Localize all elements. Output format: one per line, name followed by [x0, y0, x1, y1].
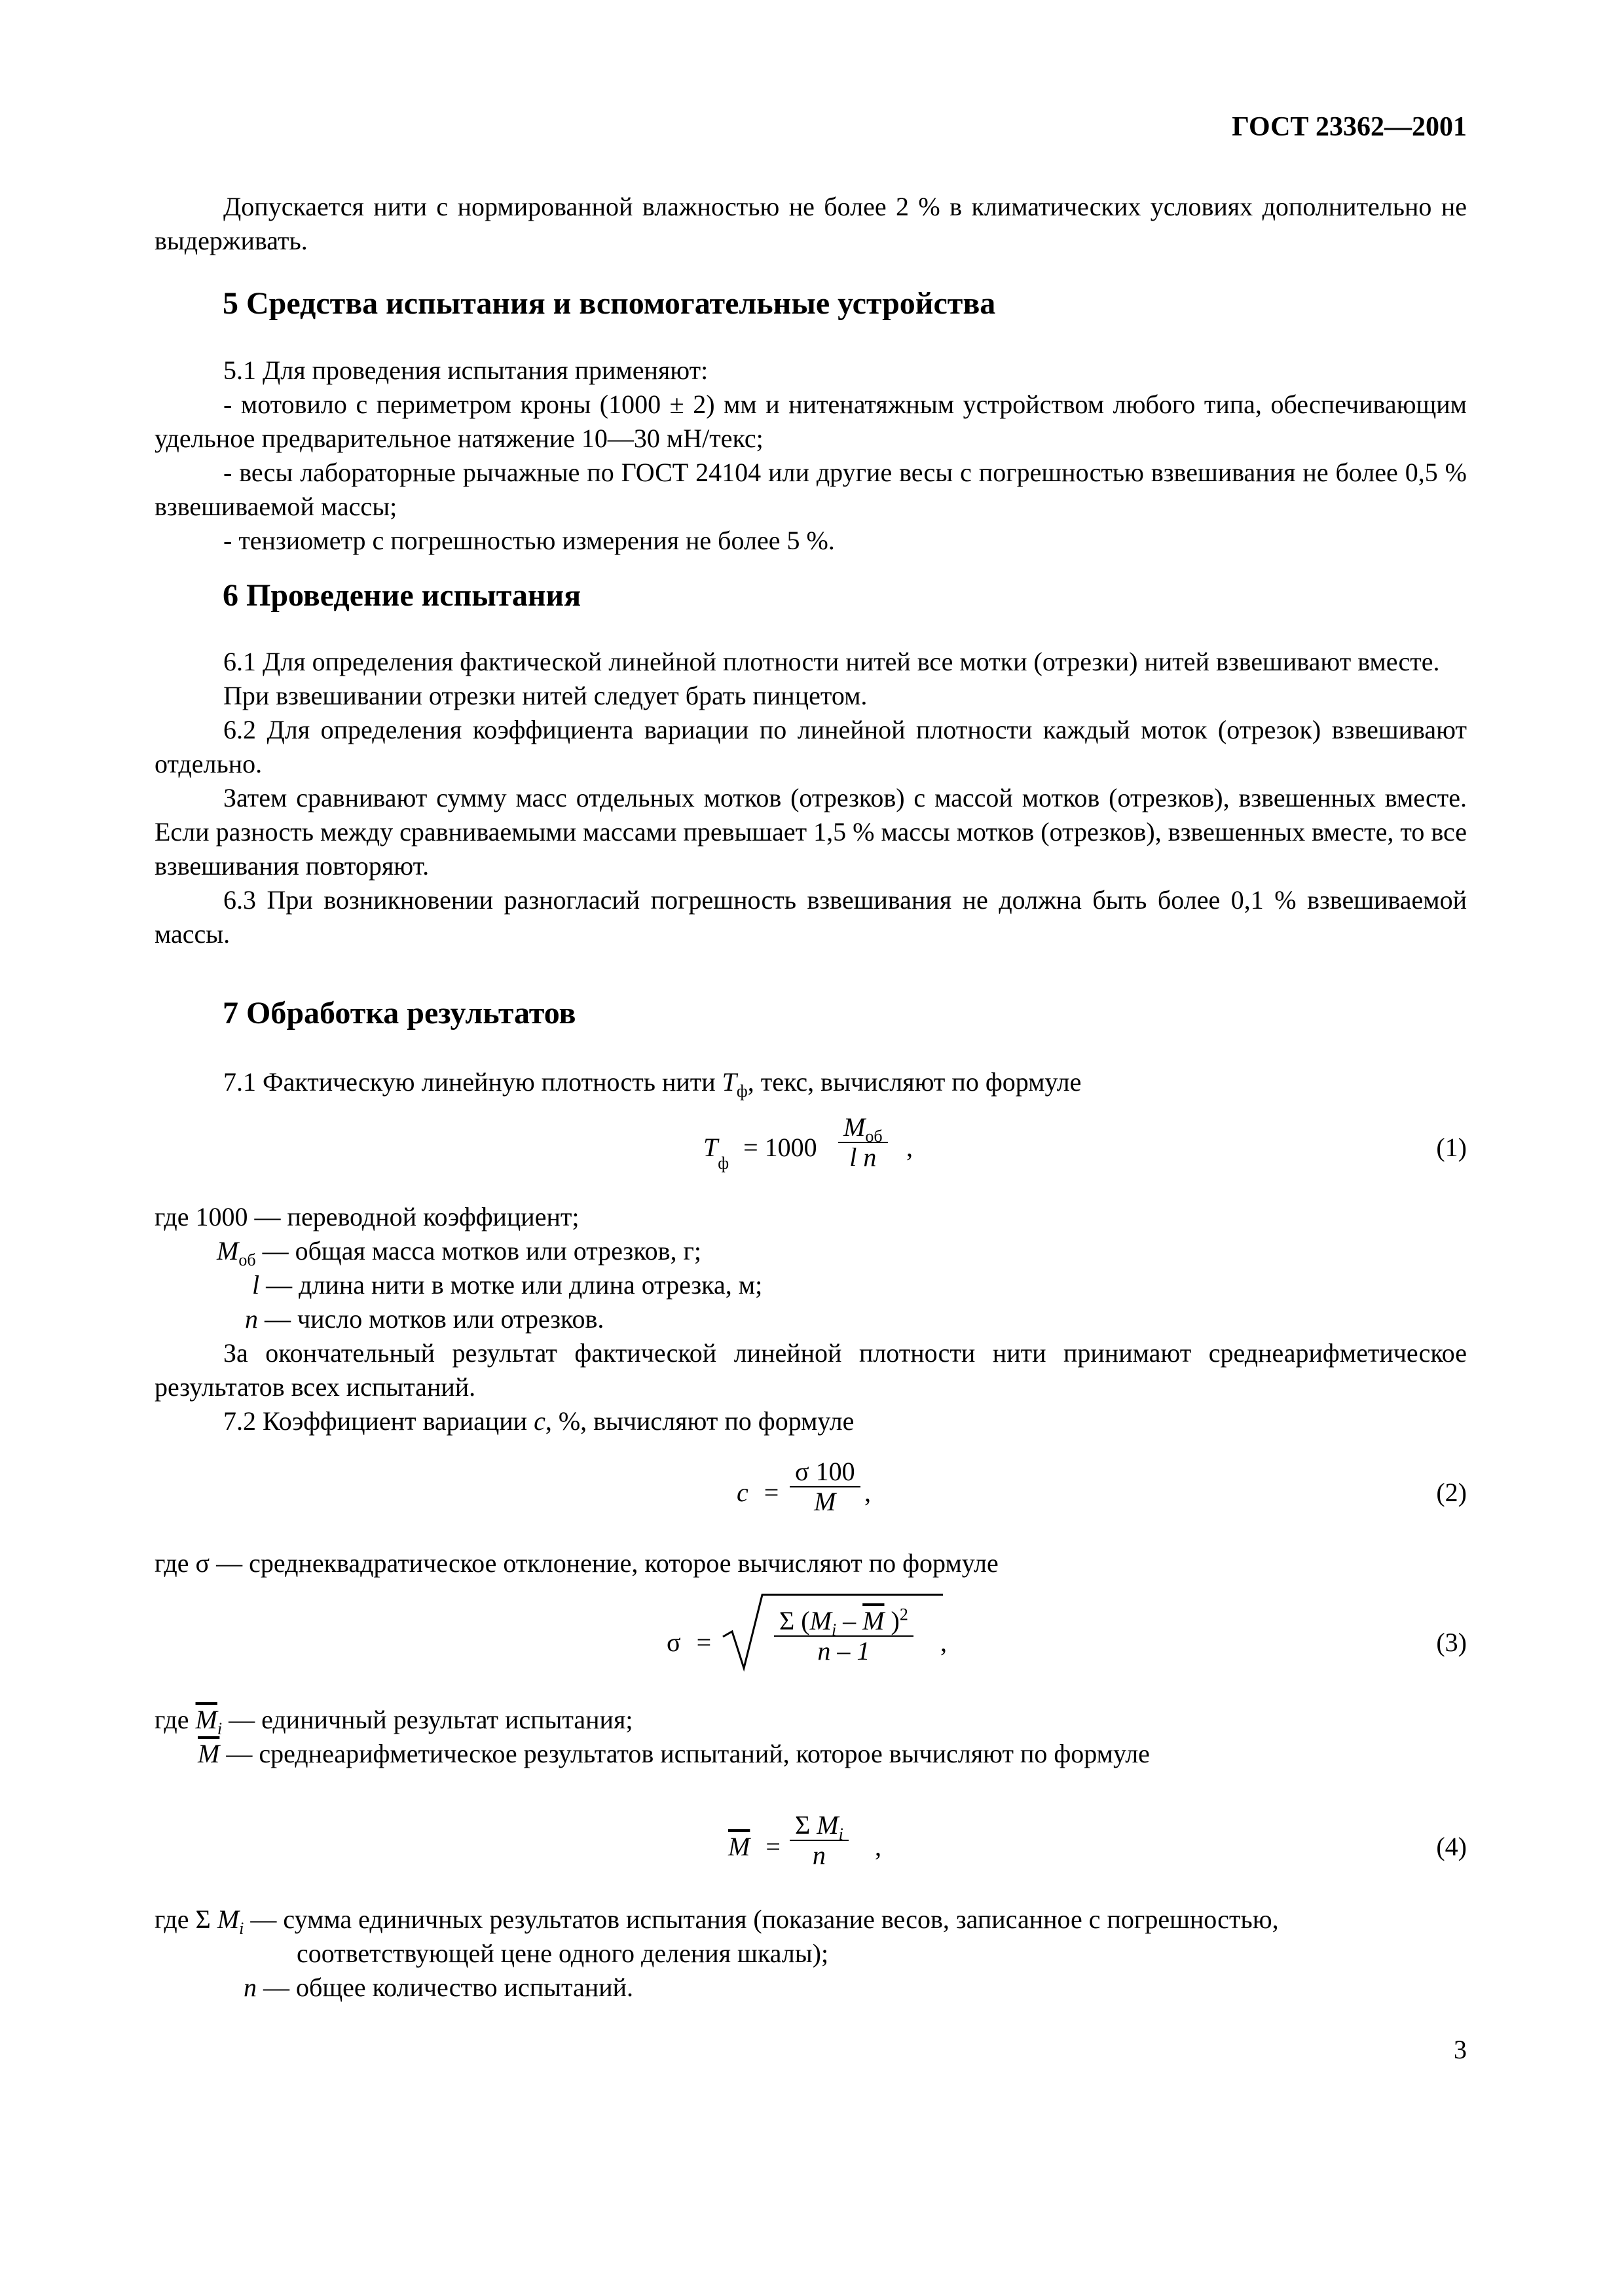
s6-p3: 6.2 Для определения коэффициента вариации по линейной плотности каждый моток (отрезок) взвешивают отдельно.	[155, 715, 1467, 778]
s6-p5: 6.3 При возникновении разногласий погрешность взвешивания не должна быть более 0,1 % взвешиваемой массы.	[155, 885, 1467, 949]
where3-text-0: — единичный результат испытания;	[222, 1705, 633, 1734]
eq3-sum-open: Σ (	[779, 1606, 810, 1635]
eq3-tail: ,	[940, 1628, 947, 1657]
eq1-numerator: M	[843, 1112, 866, 1142]
where4-text-0: — сумма единичных результатов испытания (показание весов, записанное с погрешностью,	[244, 1904, 1279, 1934]
where1-text-2: — длина нити в мотке или длина отрезка, м;	[259, 1270, 763, 1300]
eq1-denominator: l n	[849, 1142, 877, 1172]
s5-p3: - весы лабораторные рычажные по ГОСТ 24104 или другие весы с погрешностью взвешивания не более 0,5 % взвешиваемой массы;	[155, 458, 1467, 521]
where1-line-1	[155, 1200, 579, 1234]
eq3-mbar: $\overline{M}$	[862, 1606, 885, 1635]
eq1-equals: = 1000	[743, 1133, 817, 1162]
intro-paragraph	[155, 190, 1467, 258]
where1-line-3	[252, 1268, 762, 1302]
eq2-lhs: c	[737, 1478, 748, 1507]
where1-line-4	[245, 1302, 604, 1336]
eq4-number: (4)	[1436, 1832, 1467, 1861]
s6-p1: 6.1 Для определения фактической линейной плотности нитей все мотки (отрезки) нитей взвешивают вместе.	[223, 647, 1440, 676]
where1-sub-1: об	[238, 1250, 256, 1269]
s6-p2: При взвешивании отрезки нитей следует брать пинцетом.	[223, 681, 868, 710]
page-number: 3	[1454, 2035, 1467, 2064]
document-code: ГОСТ 23362—2001	[1232, 112, 1467, 142]
eq1-fraction	[838, 1113, 888, 1172]
eq2-equals: =	[764, 1478, 779, 1507]
where1-text-1: — общая масса мотков или отрезков, г;	[255, 1236, 702, 1266]
where1-sym-0: где 1000	[155, 1202, 248, 1231]
s7-final-paragraph	[155, 1336, 1467, 1404]
where3-pre-0: где	[155, 1705, 196, 1734]
s7-p72-pre: 7.2 Коэффициент вариации	[223, 1406, 534, 1436]
eq1-tail: ,	[906, 1133, 913, 1162]
eq4-lhs: $\overline{M}$	[728, 1832, 750, 1861]
s7-p71-subscript: ф	[736, 1082, 748, 1101]
where1-text-3: — число мотков или отрезков.	[258, 1304, 604, 1334]
where3-text-1: — среднеарифметическое результатов испытаний, которое вычисляют по формуле	[219, 1739, 1150, 1768]
s7-p71-post: , текс, вычисляют по формуле	[747, 1067, 1082, 1097]
section-6-heading: 6 Проведение испытания	[223, 578, 581, 613]
eq1-lhs: T	[703, 1133, 718, 1162]
eq2-fraction	[790, 1457, 860, 1516]
eq4-equals: =	[765, 1832, 781, 1861]
section-7-heading: 7 Обработка результатов	[223, 996, 576, 1030]
eq2-number: (2)	[1436, 1478, 1467, 1507]
where4-pre-0: где Σ	[155, 1904, 217, 1934]
eq3-fraction	[774, 1607, 913, 1666]
eq1-lhs-group	[703, 1131, 817, 1173]
where1-sym-3: n	[245, 1304, 258, 1334]
eq3-lhs: σ	[667, 1628, 681, 1657]
where1-line-2	[217, 1234, 701, 1268]
eq3-square: 2	[899, 1605, 908, 1624]
where4-text-2: — общее количество испытаний.	[257, 1973, 633, 2002]
s5-p4: - тензиометр с погрешностью измерения не более 5 %.	[223, 526, 835, 555]
s7-p71	[223, 1065, 1081, 1099]
where3-sub-0: i	[217, 1719, 223, 1738]
eq2-lhs-group	[737, 1476, 779, 1510]
where4-sym-2: n	[244, 1973, 257, 2002]
eq3-equals: =	[696, 1628, 712, 1657]
where3-line-2	[198, 1737, 1150, 1771]
where3-sym-0: $\overline{M}$	[195, 1705, 217, 1734]
eq1-number: (1)	[1436, 1133, 1467, 1162]
eq3-m: M	[809, 1606, 832, 1635]
eq2-denominator: M	[814, 1487, 836, 1516]
where1-text-0: — переводной коэффициент;	[248, 1202, 580, 1231]
s5-p2: - мотовило с периметром кроны (1000 ± 2) мм и нитенатяжным устройством любого типа, обеспечивающим удельное предварительное натяжение 10—30 мН/текс;	[155, 390, 1467, 453]
eq3-close: )	[884, 1606, 900, 1635]
s6-p4: Затем сравнивают сумму масс отдельных мотков (отрезков) с массой мотков (отрезков), взвешенных вместе. Если разность между сравниваемыми массами превышает 1,5 % массы мотков (отрезков), взвешенных вместе, то все взвешивания повторяют.	[155, 783, 1467, 881]
where3-sym-1: $\overline{M}$	[198, 1739, 220, 1768]
s7-p71-pre: 7.1 Фактическую линейную плотность нити	[223, 1067, 722, 1097]
eq1-numerator-sub: об	[865, 1127, 883, 1146]
eq4-numerator	[790, 1810, 849, 1844]
section-6-body	[155, 645, 1467, 951]
where4-line-3	[244, 1971, 633, 2005]
where1-sym-1: M	[217, 1236, 239, 1266]
s7-p72	[223, 1404, 854, 1438]
eq3-lhs-group	[667, 1626, 711, 1660]
eq4-lhs-group	[728, 1830, 781, 1864]
eq4-m: M	[817, 1810, 839, 1840]
eq4-fraction	[790, 1811, 849, 1870]
eq3-number: (3)	[1436, 1628, 1467, 1657]
eq2-tail: ,	[864, 1478, 871, 1507]
eq2-numerator: σ 100	[795, 1457, 855, 1486]
where3-line-1	[155, 1703, 633, 1737]
eq3-minus: –	[836, 1606, 863, 1635]
where1-sym-2: l	[252, 1270, 260, 1300]
where2-text: где σ — среднеквадратическое отклонение, которое вычисляют по формуле	[155, 1548, 999, 1578]
eq1-lhs-sub: ф	[718, 1154, 729, 1173]
eq4-sum: Σ	[795, 1810, 811, 1840]
eq4-denominator: n	[812, 1840, 826, 1870]
s7-final-text: За окончательный результат фактической линейной плотности нити принимают среднеарифметическое результатов всех испытаний.	[155, 1338, 1467, 1402]
section-5-body	[155, 354, 1467, 558]
s7-p72-post: , %, вычисляют по формуле	[545, 1406, 855, 1436]
where4-sub-0: i	[239, 1919, 244, 1938]
intro-text: Допускается нити с нормированной влажностью не более 2 % в климатических условиях дополнительно не выдерживать.	[155, 192, 1467, 255]
where4-line-1	[155, 1903, 1279, 1937]
where4-sym-0: M	[217, 1904, 240, 1934]
eq3-numerator	[774, 1605, 913, 1639]
s7-p72-symbol: c	[534, 1406, 545, 1436]
s5-p1: 5.1 Для проведения испытания применяют:	[223, 355, 709, 385]
eq4-i: i	[838, 1825, 843, 1844]
s7-p71-symbol: T	[722, 1067, 737, 1097]
section-5-heading: 5 Средства испытания и вспомогательные устройства	[223, 286, 996, 321]
eq3-denominator: n – 1	[817, 1636, 870, 1666]
eq4-tail: ,	[875, 1832, 881, 1861]
where4-line-2: соответствующей цене одного деления шкалы);	[297, 1939, 829, 1968]
eq3-i: i	[831, 1620, 837, 1639]
